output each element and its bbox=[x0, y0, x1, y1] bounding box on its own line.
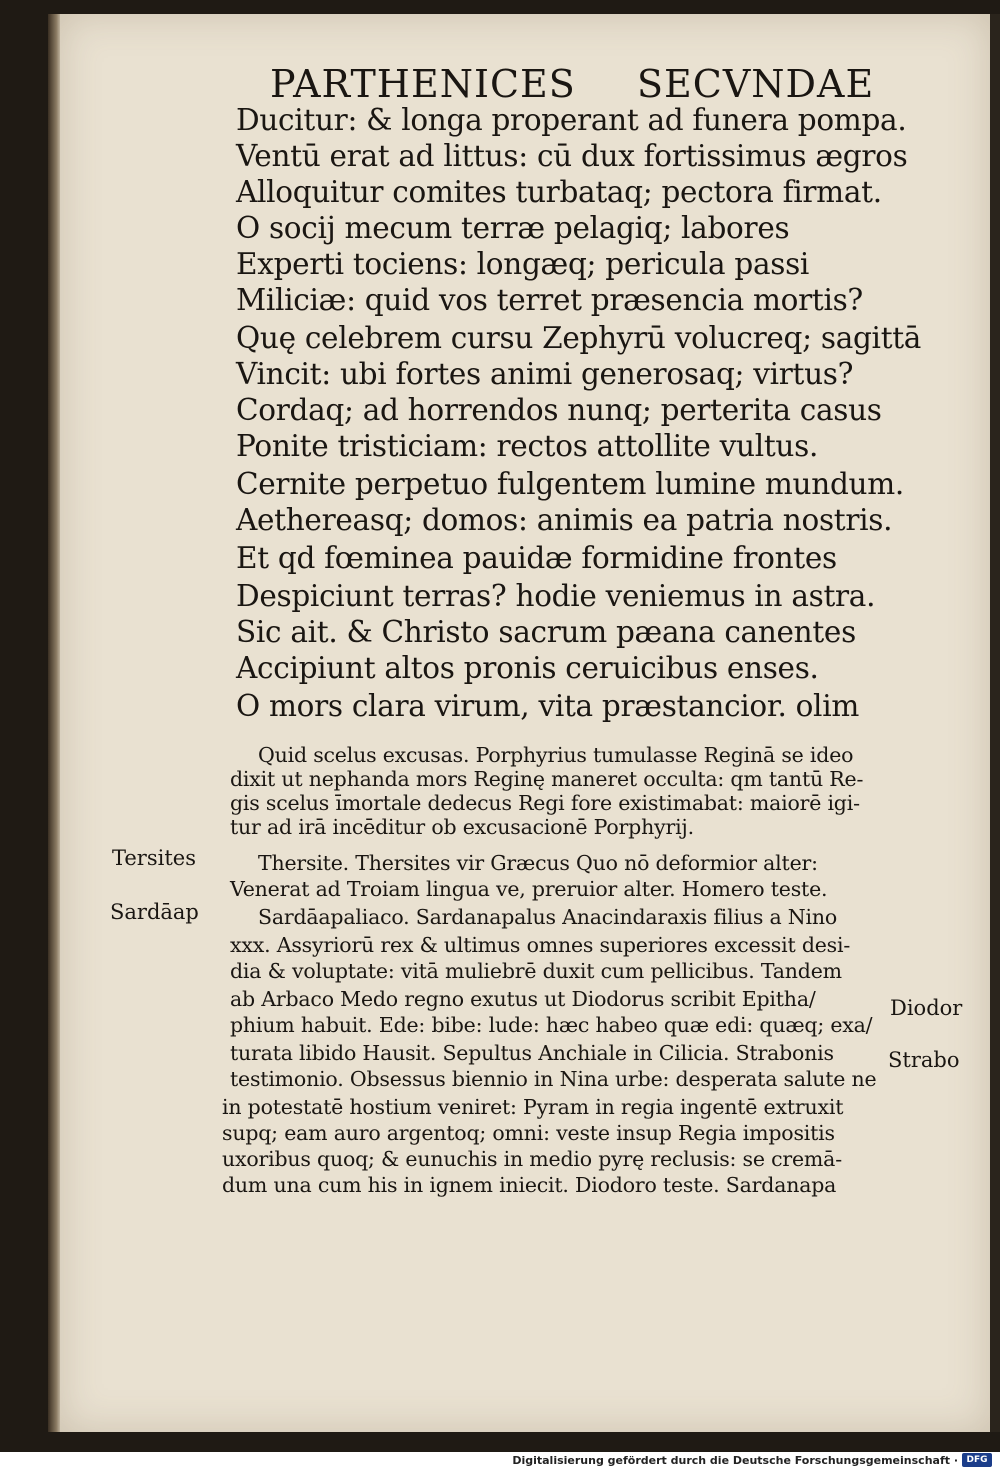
verse-line: Experti tociens: longæq; pericula passi bbox=[236, 247, 810, 281]
verse-line: Ventū erat ad littus: cū dux fortissimus ægros bbox=[236, 139, 908, 173]
footer-credit: Digitalisierung gefördert durch die Deutsche Forschungsgemeinschaft · bbox=[512, 1454, 958, 1467]
verse-line: Sic ait. & Christo sacrum pæana canentes bbox=[236, 615, 856, 649]
dfg-logo: DFG bbox=[962, 1453, 992, 1467]
commentary-line: testimonio. Obsessus biennio in Nina urbe: desperata salute ne bbox=[230, 1067, 877, 1091]
commentary-line: Thersite. Thersites vir Græcus Quo nō deformior alter: bbox=[258, 851, 818, 875]
commentary-line: uxoribus quoq; & eunuchis in medio pyrę reclusis: se cremā- bbox=[222, 1147, 842, 1171]
verse-line: Cernite perpetuo fulgentem lumine mundum. bbox=[236, 467, 904, 501]
verse-line: Despiciunt terras? hodie veniemus in astra. bbox=[236, 579, 876, 613]
commentary-line: in potestatē hostium veniret: Pyram in regia ingentē extruxit bbox=[222, 1095, 844, 1119]
verse-line: Quę celebrem cursu Zephyrū volucreq; sagittā bbox=[236, 321, 922, 355]
margin-note-strabo: Strabo bbox=[888, 1048, 960, 1072]
verse-line: Vincit: ubi fortes animi generosaq; virtus? bbox=[236, 357, 854, 391]
verse-line: Miliciæ: quid vos terret præsencia mortis? bbox=[236, 283, 863, 317]
commentary-line: Quid scelus excusas. Porphyrius tumulasse Reginā se ideo bbox=[258, 743, 854, 767]
facing-page-edge bbox=[990, 14, 1000, 1432]
margin-note-sardanapalus: Sardāap bbox=[110, 900, 199, 924]
commentary-line: dixit ut nephanda mors Reginę maneret occulta: qm tantū Re- bbox=[230, 767, 864, 791]
running-head-right: SECVNDAE bbox=[637, 62, 875, 106]
verse-line: O mors clara virum, vita præstancior. olim bbox=[236, 689, 860, 723]
commentary-line: ab Arbaco Medo regno exutus ut Diodorus scribit Epitha/ bbox=[230, 987, 816, 1011]
running-head-left: PARTHENICES bbox=[270, 62, 576, 106]
commentary-line: phium habuit. Ede: bibe: lude: hæc habeo quæ edi: quæq; exa/ bbox=[230, 1013, 873, 1037]
commentary-line: xxx. Assyriorū rex & ultimus omnes superiores excessit desi- bbox=[230, 933, 851, 957]
commentary-line: dum una cum his in ignem iniecit. Diodoro teste. Sardanapa bbox=[222, 1173, 837, 1197]
margin-note-tersites: Tersites bbox=[112, 846, 196, 870]
commentary-line: supq; eam auro argentoq; omni: veste insup Regia impositis bbox=[222, 1121, 835, 1145]
commentary-line: gis scelus īmortale dedecus Regi fore existimabat: maiorē igi- bbox=[230, 791, 860, 815]
verse-line: Ponite tristiciam: rectos attollite vultus. bbox=[236, 429, 819, 463]
commentary-line: dia & voluptate: vitā muliebrē duxit cum pellicibus. Tandem bbox=[230, 959, 842, 983]
margin-note-diodor: Diodor bbox=[890, 996, 963, 1020]
verse-line: Et qd fœminea pauidæ formidine frontes bbox=[236, 541, 837, 575]
verse-line: Cordaq; ad horrendos nunq; perterita casus bbox=[236, 393, 882, 427]
commentary-line: tur ad irā incēditur ob excusacionē Porphyrij. bbox=[230, 815, 694, 839]
commentary-line: turata libido Hausit. Sepultus Anchiale in Cilicia. Strabonis bbox=[230, 1041, 834, 1065]
verse-line: Aethereasq; domos: animis ea patria nostris. bbox=[236, 503, 893, 537]
commentary-line: Venerat ad Troiam lingua ve, preruior alter. Homero teste. bbox=[230, 877, 828, 901]
verse-line: Accipiunt altos pronis ceruicibus enses. bbox=[236, 651, 819, 685]
verse-line: Alloquitur comites turbataq; pectora firmat. bbox=[236, 175, 882, 209]
commentary-line: Sardāapaliaco. Sardanapalus Anacindaraxis filius a Nino bbox=[258, 905, 838, 929]
verse-line: O socij mecum terræ pelagiq; labores bbox=[236, 211, 790, 245]
verse-line: Ducitur: & longa properant ad funera pompa. bbox=[236, 103, 907, 137]
